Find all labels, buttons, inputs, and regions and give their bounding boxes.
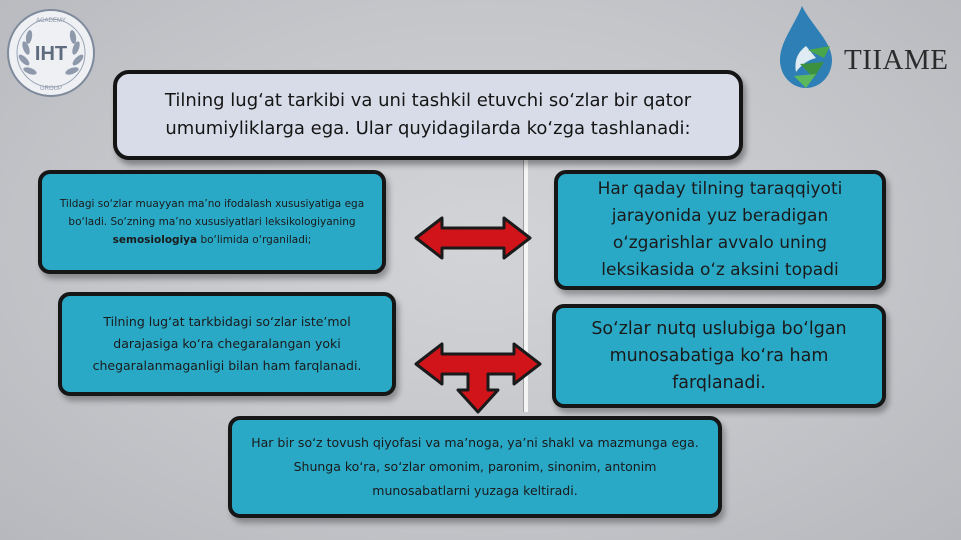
title-line-2: umumiyliklarga ega. Ular quyidagilarda ko‘zga tashlanadi: [165,118,691,139]
feature-box-style-text: So‘zlar nutq uslubiga bo‘lgan munosabatiga ko‘ra ham farqlanadi. [591,318,847,393]
feature-box-usage [58,292,396,396]
logo-left-ring-bottom: GROUP [39,86,63,92]
title-line-1: Tilning lug‘at tarkibi va uni tashkil etuvchi so‘zlar bir qator [164,90,692,111]
b1-text: Tildagi so‘zlar muayyan ma’no ifodalash xususiyatiga ega bo‘ladi. So‘zning ma’no xususiyatlari leksikologiyaning [59,198,365,228]
logo-left-label: IHT [34,43,68,65]
feature-box-form-meaning [228,416,722,518]
b1-bold-term: semosiologiya [112,234,198,246]
feature-box-semantics-text [56,195,368,249]
feature-box-development-text: Har qaday tilning taraqqiyoti jarayonida yuz beradigan o‘zgarishlar avvalo uning leksikasida o‘z aksini topadi [597,179,843,280]
tiiame-label: TIIAME [844,44,949,76]
water-drop-icon [772,2,842,94]
feature-box-form-meaning-text: Har bir so‘z tovush qiyofasi va ma’noga, ya’ni shakl va mazmunga ega. Shunga ko‘ra, so‘zlar omonim, paronim, sinonim, antonim munosabatlarni yuzaga keltiradi. [251,435,699,498]
laurel-emblem-icon [6,8,96,98]
feature-box-development [554,170,886,290]
academy-logo [6,8,96,98]
double-arrow-icon [412,214,534,262]
feature-box-style [552,304,886,408]
title-box [113,70,743,160]
feature-box-semantics [38,170,386,274]
feature-box-usage-text: Tilning lug‘at tarkbidagi so‘zlar iste’mol darajasiga ko‘ra chegaralangan yoki chegaralanmaganligi bilan ham farqlanadi. [92,314,362,373]
b1-tail: bo‘limida o‘rganiladi; [197,234,312,246]
tiiame-logo [772,2,958,94]
logo-left-ring-top: ACADEMY [36,18,66,24]
triple-arrow-icon [412,340,544,414]
